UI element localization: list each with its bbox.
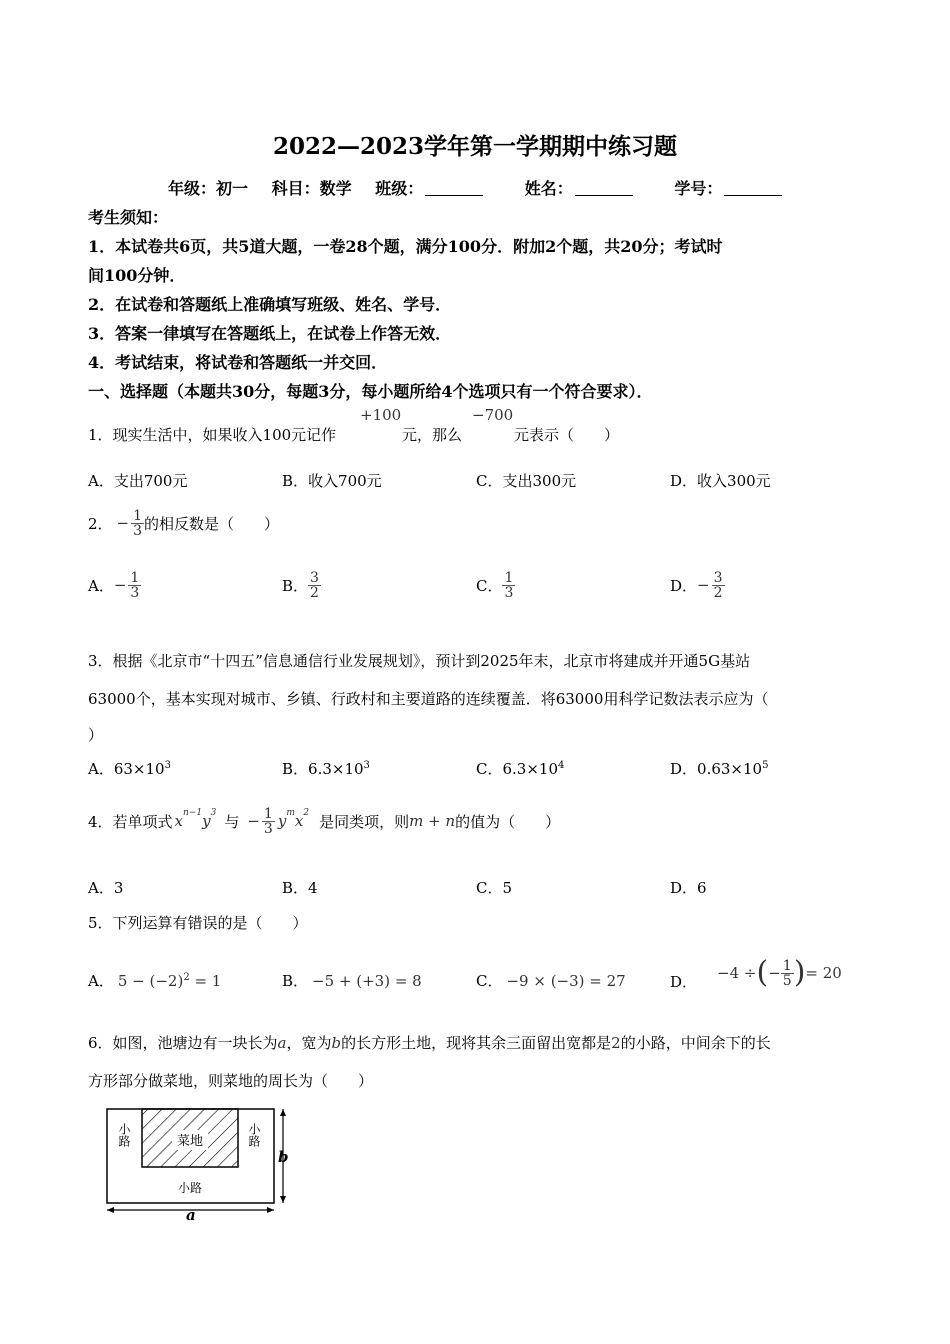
student-id-field: 学号： bbox=[674, 179, 800, 198]
q2-option-d: D． − $\frac{3}{2}$ bbox=[670, 569, 723, 601]
q3-option-d: D．$0.63\times 10^5$ bbox=[670, 760, 769, 778]
q4-option-b: B．4 bbox=[282, 879, 318, 897]
garden-label: 菜地 bbox=[176, 1133, 204, 1148]
grade-label: 年级：初一 bbox=[168, 179, 249, 198]
q1-option-d: D．收入300元 bbox=[670, 472, 771, 490]
notice-heading: 考生须知： bbox=[88, 208, 169, 227]
notice-item-2: 2．在试卷和答题纸上准确填写班级、姓名、学号． bbox=[88, 295, 452, 314]
q5-option-d: D． −4 ÷ ( − $\frac{1}{5}$ ) = 20 bbox=[670, 955, 842, 991]
question-4-stem: 4．若单项式 x $^{n-1}$ y $^3$ 与 − $\frac{1}{3}$ y $^m$ x $^2$ 是同类项，则 m + n 的值为（ ） bbox=[88, 805, 561, 837]
notice-item-1b: 间100分钟． bbox=[88, 266, 186, 285]
a-label: a bbox=[186, 1206, 196, 1220]
q4-option-c: C．5 bbox=[476, 879, 513, 897]
q1-math-minus700: −700 bbox=[472, 406, 514, 424]
subject-label: 科目：数学 bbox=[271, 179, 352, 198]
question-2-stem: 2． − $\frac{1}{3}$ 的相反数是（ ） bbox=[88, 507, 280, 539]
question-3-line-1: 3．根据《北京市“十四五”信息通信行业发展规划》，预计到2025年末，北京市将建成并开通5G基站 bbox=[88, 652, 751, 670]
question-3-line-3: ） bbox=[88, 726, 104, 744]
name-blank bbox=[575, 181, 633, 196]
q5-option-b: B． −5 + (+3) = 8 bbox=[282, 972, 422, 990]
left-road-label: 小路 bbox=[117, 1123, 131, 1147]
exam-info-line bbox=[168, 176, 818, 199]
question-1-stem-a: 1．现实生活中，如果收入100元记作 bbox=[88, 426, 337, 444]
section-1-heading: 一、选择题（本题共30分，每题3分，每小题所给4个选项只有一个符合要求）． bbox=[88, 382, 653, 401]
notice-item-3: 3．答案一律填写在答题纸上，在试卷上作答无效． bbox=[88, 324, 452, 343]
q3-option-b: B．$6.3\times 10^3$ bbox=[282, 760, 370, 778]
page-title: 2022—2023学年第一学期期中练习题 bbox=[272, 133, 678, 160]
bottom-road-label: 小路 bbox=[177, 1181, 203, 1195]
right-road-label: 小路 bbox=[247, 1123, 261, 1147]
q4-option-a: A．3 bbox=[88, 879, 124, 897]
q1-math-plus100: +100 bbox=[360, 406, 402, 424]
q3-option-a: A．$63\times 10^3$ bbox=[88, 760, 171, 778]
q1-option-b: B．收入700元 bbox=[282, 472, 382, 490]
q1-option-a: A．支出700元 bbox=[88, 472, 188, 490]
q5-option-a: A． $5 - (-2)^2 = 1$ bbox=[88, 972, 222, 990]
q3-option-c: C．$6.3\times 10^4$ bbox=[476, 760, 565, 778]
q4-option-d: D．6 bbox=[670, 879, 707, 897]
name-field: 姓名： bbox=[525, 179, 651, 198]
q2-option-a: A． − $\frac{1}{3}$ bbox=[88, 569, 140, 601]
id-blank bbox=[724, 181, 782, 196]
question-5-stem: 5．下列运算有错误的是（ ） bbox=[88, 914, 308, 932]
question-6-line-2: 方形部分做菜地，则菜地的周长为（ ） bbox=[88, 1072, 374, 1090]
question-1-stem-b: 元，那么 bbox=[402, 426, 463, 444]
notice-item-4: 4．考试结束，将试卷和答题纸一并交回． bbox=[88, 353, 388, 372]
notice-item-1a: 1．本试卷共6页，共5道大题，一卷28个题，满分100分．附加2个题，共20分；考试时 bbox=[88, 237, 723, 256]
q2-option-b: B． $\frac{3}{2}$ bbox=[282, 569, 319, 601]
garden-figure bbox=[100, 1100, 300, 1220]
question-3-line-2: 63000个，基本实现对城市、乡镇、行政村和主要道路的连续覆盖．将63000用科学记数法表示应为（ bbox=[88, 690, 769, 708]
class-field: 班级： bbox=[375, 179, 501, 198]
q5-option-c: C． −9 × (−3) = 27 bbox=[476, 972, 626, 990]
q2-option-c: C． $\frac{1}{3}$ bbox=[476, 569, 514, 601]
class-blank bbox=[425, 181, 483, 196]
q2-fraction: $\frac{1}{3}$ bbox=[133, 507, 143, 539]
question-1-stem-c: 元表示（ ） bbox=[514, 426, 620, 444]
q1-option-c: C．支出300元 bbox=[476, 472, 577, 490]
question-6-line-1: 6．如图，池塘边有一块长为a，宽为b的长方形土地，现将其余三面留出宽都是2的小路，中间余下的长 bbox=[88, 1034, 771, 1052]
b-label: b bbox=[278, 1148, 289, 1166]
